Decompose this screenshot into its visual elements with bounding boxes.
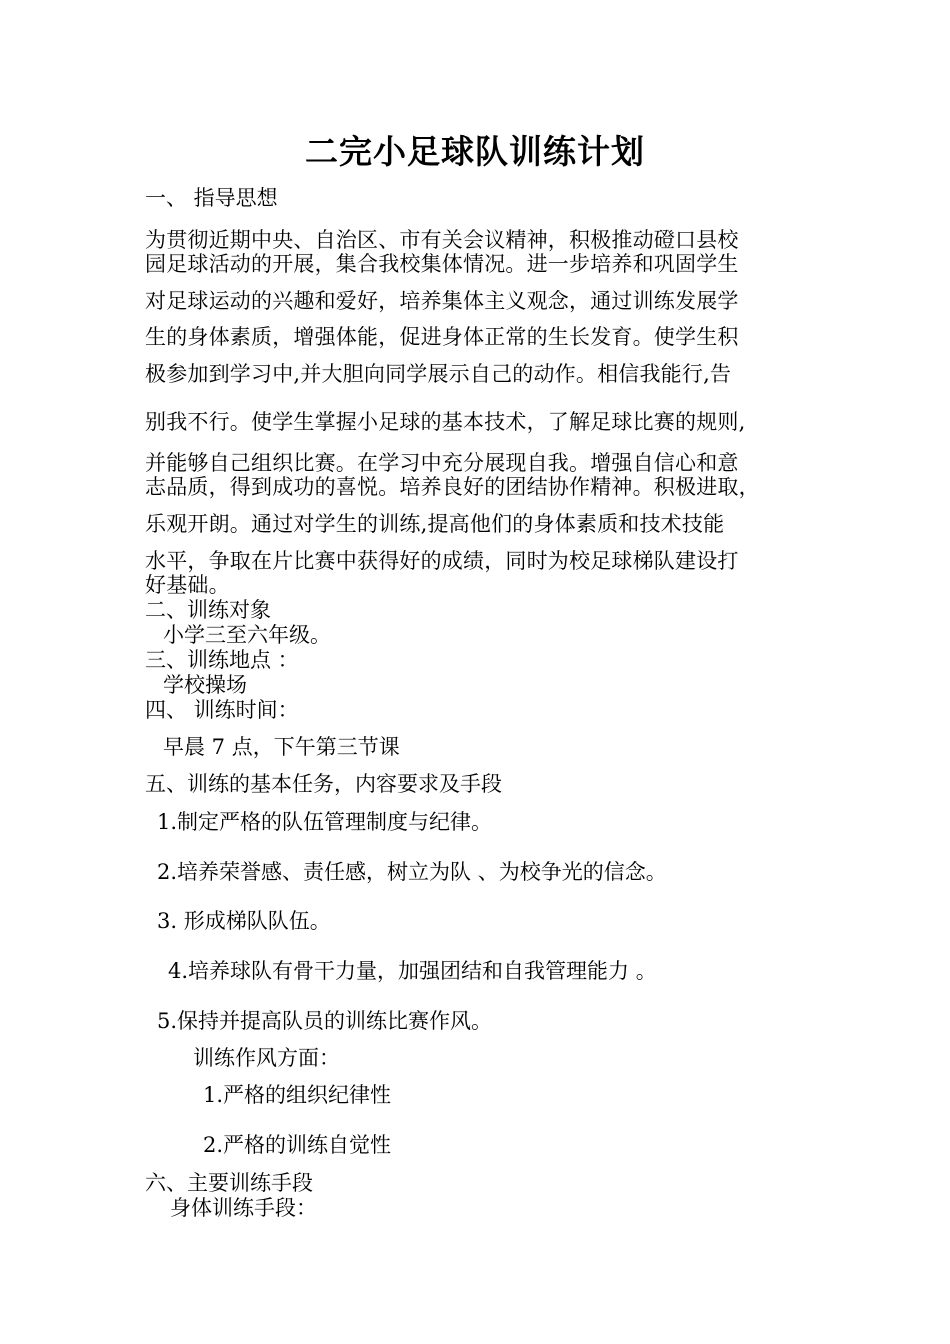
task-list-item: 3. 形成梯队队伍。 [157, 909, 331, 933]
paragraph-line: 好基础。 [145, 573, 230, 597]
document-title: 二完小足球队训练计划 [305, 132, 645, 171]
task-list-item: 4.培养球队有骨干力量，加强团结和自我管理能力 。 [168, 959, 657, 983]
section-content-training-target: 小学三至六年级。 [163, 623, 331, 647]
paragraph-line: 对足球运动的兴趣和爱好，培养集体主义观念，通过训练发展学 [145, 289, 739, 313]
section-sub-physical-training: 身体训练手段： [170, 1196, 317, 1220]
section-content-training-location: 学校操场 [163, 673, 247, 697]
paragraph-line: 极参加到学习中,并大胆向同学展示自己的动作。相信我能行,告 [145, 362, 732, 386]
task-list-item: 1.制定严格的队伍管理制度与纪律。 [157, 810, 493, 834]
training-style-item: 2.严格的训练自觉性 [203, 1133, 392, 1157]
section-heading-basic-tasks: 五、训练的基本任务，内容要求及手段 [145, 772, 502, 796]
paragraph-line: 园足球活动的开展，集合我校集体情况。进一步培养和巩固学生 [145, 252, 739, 276]
paragraph-line: 别我不行。使学生掌握小足球的基本技术，了解足球比赛的规则, [145, 410, 746, 434]
section-heading-training-means: 六、主要训练手段 [145, 1171, 313, 1195]
section-heading-training-target: 二、训练对象 [145, 598, 271, 622]
training-style-item: 1.严格的组织纪律性 [203, 1083, 392, 1107]
section-content-training-time: 早晨 7 点，下午第三节课 [163, 735, 400, 759]
training-style-heading: 训练作风方面： [193, 1046, 340, 1070]
section-heading-guiding-thought: 一、 指导思想 [145, 186, 278, 210]
task-list-item: 2.培养荣誉感、责任感，树立为队 、为校争光的信念。 [157, 860, 667, 884]
section-heading-training-time: 四、 训练时间： [145, 698, 299, 722]
task-list-item: 5.保持并提高队员的训练比赛作风。 [157, 1009, 493, 1033]
paragraph-line: 水平，争取在片比赛中获得好的成绩，同时为校足球梯队建设打 [145, 549, 739, 573]
paragraph-line: 为贯彻近期中央、自治区、市有关会议精神，积极推动磴口县校 [145, 228, 739, 252]
paragraph-line: 生的身体素质，增强体能，促进身体正常的生长发育。使学生积 [145, 325, 739, 349]
section-heading-training-location: 三、训练地点 ： [145, 648, 299, 672]
paragraph-line: 并能够自己组织比赛。在学习中充分展现自我。增强自信心和意 [145, 451, 739, 475]
paragraph-line: 志品质，得到成功的喜悦。培养良好的团结协作精神。积极进取， [145, 475, 760, 499]
paragraph-line: 乐观开朗。通过对学生的训练,提高他们的身体素质和技术技能 [145, 512, 725, 536]
